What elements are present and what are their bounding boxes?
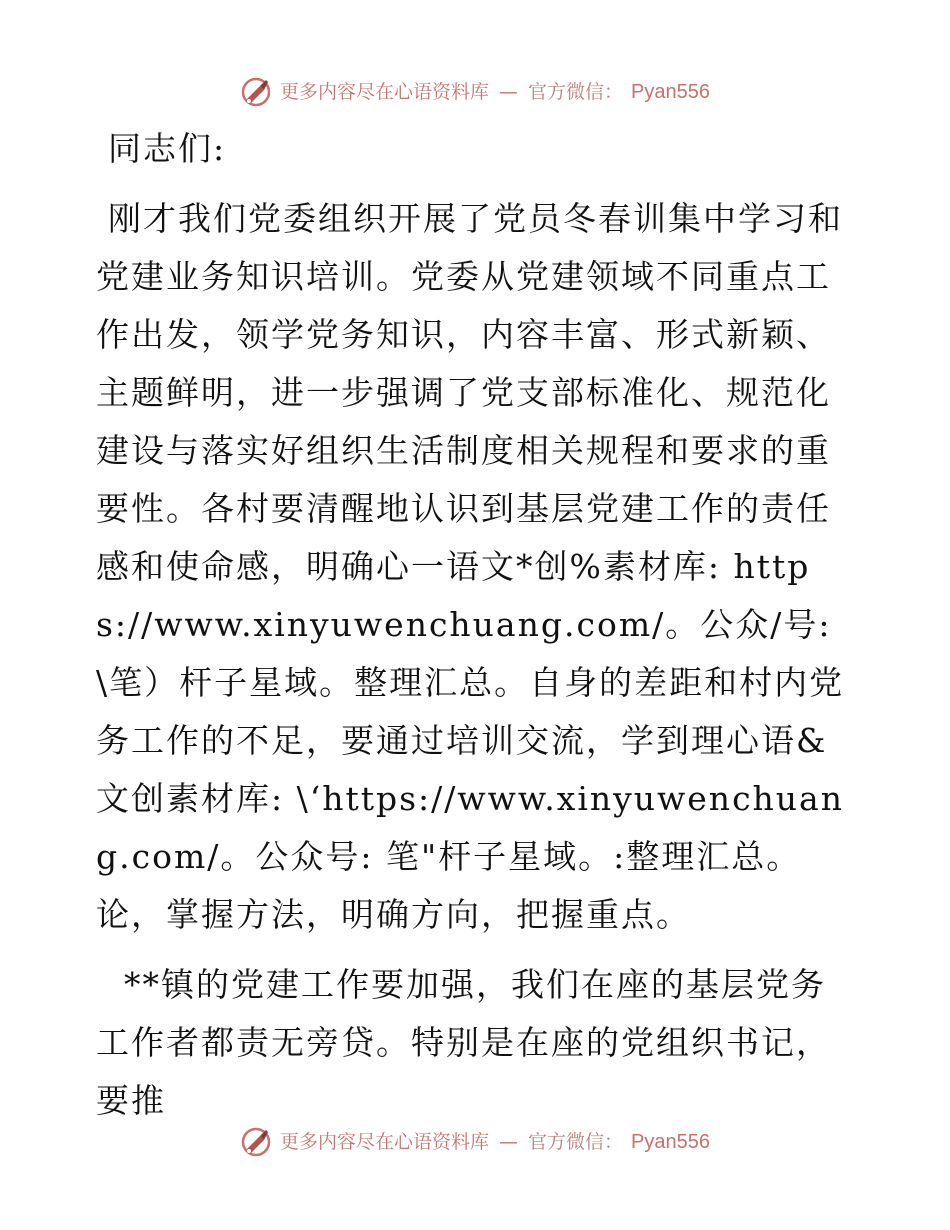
banner-text: 更多内容尽在心语资料库 <box>280 81 490 103</box>
banner-dash: — <box>499 1131 519 1153</box>
header-watermark-banner <box>0 76 950 108</box>
paragraph-2: **镇的党建工作要加强，我们在座的基层党务工作者都责无旁贷。特别是在座的党组织书记，要推 <box>96 965 831 1120</box>
salutation: 同志们: <box>108 129 227 168</box>
paragraph-1: 刚才我们党委组织开展了党员冬春训集中学习和党建业务知识培训。党委从党建领域不同重点工作出发，领学党务知识，内容丰富、形式新颖、主题鲜明，进一步强调了党支部标准化、规范化建设与落实好组织生活制度相关规程和要求的重要性。各村要清醒地认识到基层党建工作的责任感和使命感，明确心一语文*创%素材库: https://www.xinyuwenchuang.com/。公众/号: \笔）杆子星域。整理汇总。自身的差距和村内党务工作的不足，要通过培训交流，学到理心语&文创素材库: \‘https://www.xinyuwenchuang.com/。公众号: 笔"杆子星域。:整理汇总。论，掌握方法，明确方向，把握重点。 <box>96 199 845 934</box>
banner-text: 更多内容尽在心语资料库 <box>280 1131 490 1153</box>
banner-wechat-id: Pyan556 <box>631 1131 710 1153</box>
banner-dash: — <box>499 81 519 103</box>
banner-official-label: 官方微信： <box>528 81 624 103</box>
pen-logo-icon <box>240 76 272 108</box>
footer-watermark-banner <box>0 1126 950 1158</box>
document-body <box>96 120 856 1130</box>
banner-official-label: 官方微信： <box>528 1131 624 1153</box>
banner-wechat-id: Pyan556 <box>631 81 710 103</box>
pen-logo-icon <box>240 1126 272 1158</box>
